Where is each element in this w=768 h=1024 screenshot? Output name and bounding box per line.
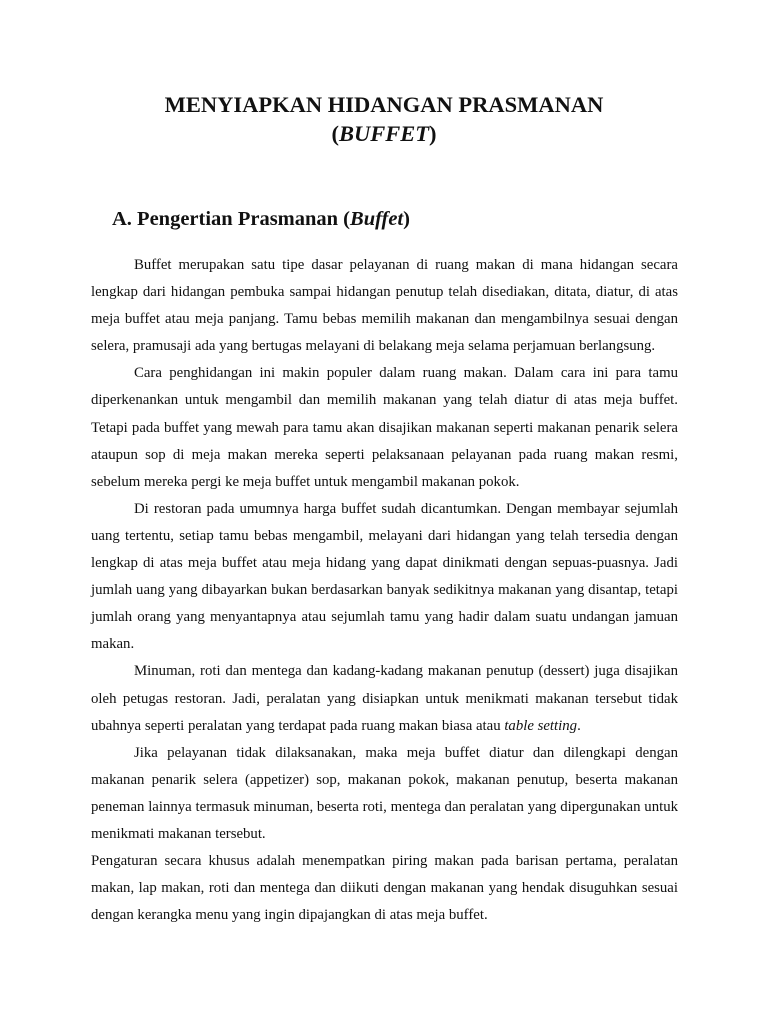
- title-open-paren: (: [331, 121, 339, 146]
- paragraph-4: [91, 658, 678, 739]
- section-heading: [112, 205, 410, 233]
- paragraph-4-text: Minuman, roti dan mentega dan kadang-kadang makanan penutup (dessert) juga disajikan oleh petugas restoran. Jadi, peralatan yang disiapkan untuk menikmati makanan tersebut tidak ubahnya seperti peralatan yang terdapat pada ruang makan biasa atau: [91, 663, 678, 734]
- paragraph-3: Di restoran pada umumnya harga buffet sudah dicantumkan. Dengan membayar sejumlah uang tertentu, setiap tamu bebas mengambil, melayani dari hidangan yang telah tersedia dengan lengkap di atas meja buffet atau meja hidang yang dapat dinikmati dengan sepuas-puasnya. Jadi jumlah uang yang dibayarkan bukan berdasarkan banyak sedikitnya makanan yang disantap, tetapi jumlah orang yang menyantapnya atau sejumlah tamu yang hadir dalam suatu undangan jamuan makan.: [91, 500, 678, 653]
- paragraph-4-italic-term: table setting: [504, 717, 578, 734]
- section-heading-italic: Buffet: [350, 208, 404, 230]
- paragraph-5: Jika pelayanan tidak dilaksanakan, maka meja buffet diatur dan dilengkapi dengan makanan penarik selera (appetizer) sop, makanan pokok, makanan penutup, beserta makanan peneman lainnya termasuk minuman, beserta roti, mentega dan peralatan yang dipergunakan untuk menikmati makanan tersebut.: [91, 744, 678, 842]
- section-heading-suffix: ): [403, 208, 410, 230]
- paragraph-2: Cara penghidangan ini makin populer dalam ruang makan. Dalam cara ini para tamu diperkenankan untuk mengambil dan memilih makanan yang telah diatur di atas meja buffet. Tetapi pada buffet yang mewah para tamu akan disajikan makanan seperti makanan penarik selera ataupun sop di meja makan mereka seperti pelaksanaan pelayanan pada ruang makan resmi, sebelum mereka pergi ke meja buffet untuk mengambil makanan pokok.: [91, 365, 678, 490]
- document-title-line-2: [0, 120, 768, 148]
- paragraph-1: Buffet merupakan satu tipe dasar pelayanan di ruang makan di mana hidangan secara lengkap dari hidangan pembuka sampai hidangan penutup telah disediakan, ditata, diatur, di atas meja buffet atau meja panjang. Tamu bebas memilih makanan dan mengambilnya sesuai dengan selera, pramusaji ada yang bertugas melayani di belakang meja selama perjamuan berlangsung.: [91, 257, 678, 355]
- paragraph-6: Pengaturan secara khusus adalah menempatkan piring makan pada barisan pertama, peralatan makan, lap makan, roti dan mentega dan diikuti dengan makanan yang hendak disuguhkan sesuai dengan kerangka menu yang ingin dipajangkan di atas meja buffet.: [91, 853, 678, 924]
- body-text: [91, 252, 678, 929]
- title-buffet-italic: BUFFET: [338, 121, 430, 146]
- section-heading-prefix: A. Pengertian Prasmanan (: [112, 208, 351, 230]
- document-title-line-1: MENYIAPKAN HIDANGAN PRASMANAN: [164, 92, 604, 117]
- title-close-paren: ): [429, 121, 437, 146]
- paragraph-4-end: .: [577, 717, 581, 734]
